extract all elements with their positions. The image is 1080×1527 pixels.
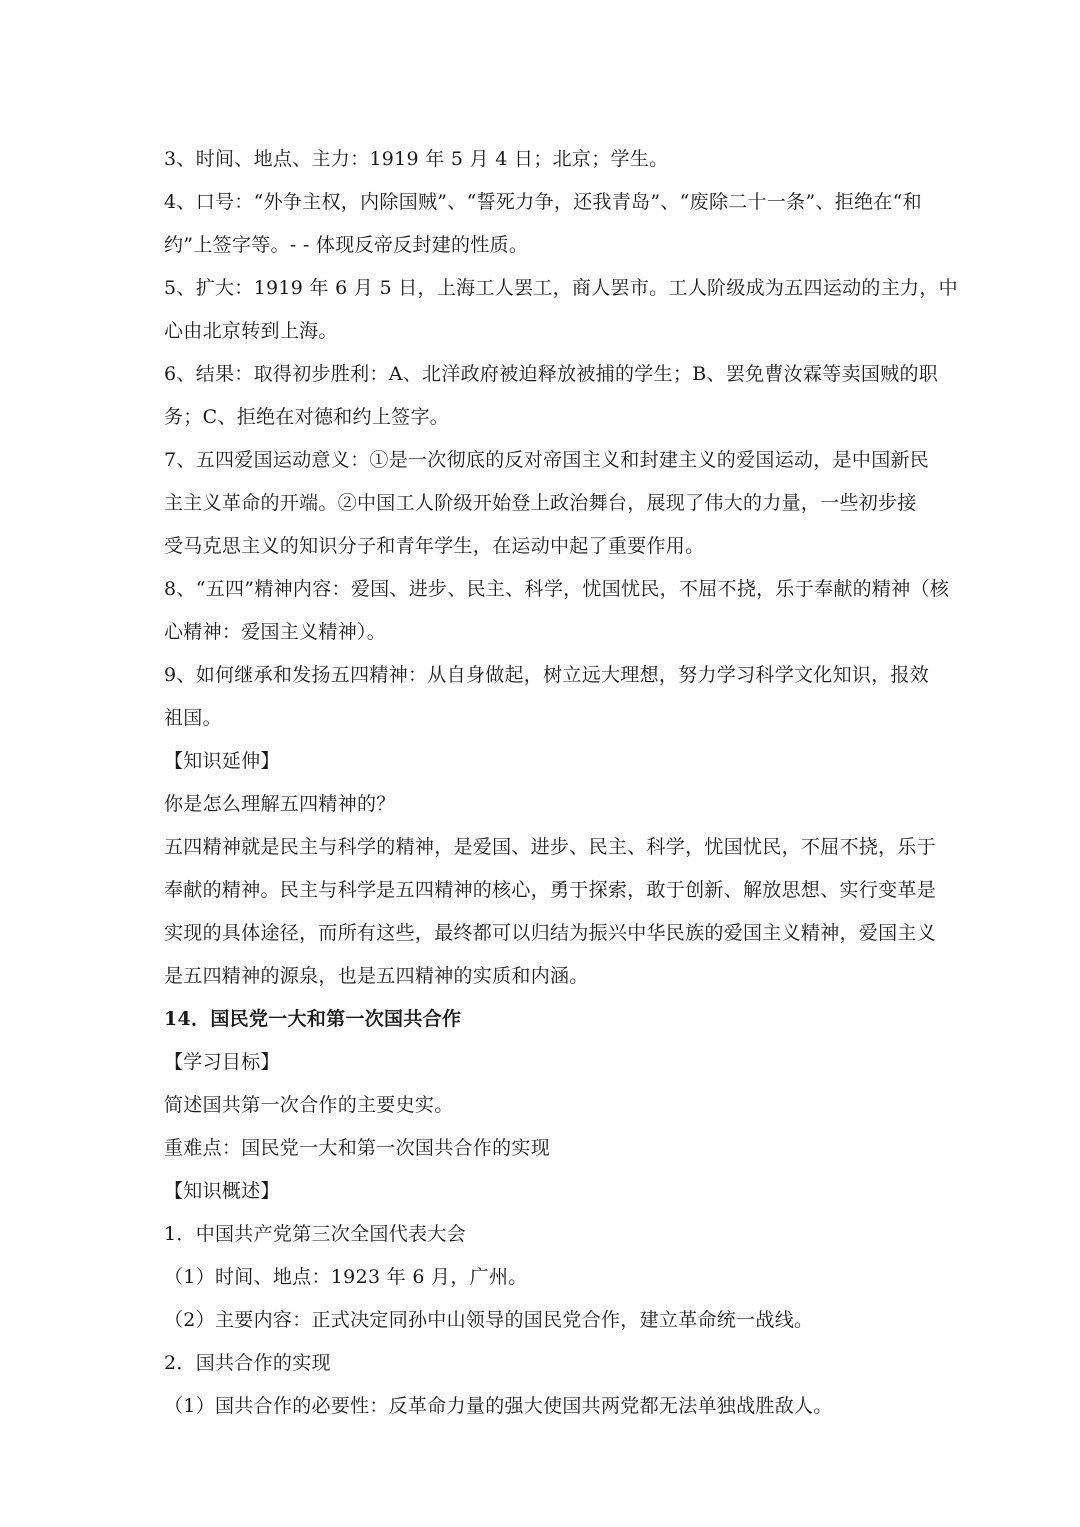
text-line: 6、结果：取得初步胜利：A、北洋政府被迫释放被捕的学生；B、罢免曹汝霖等卖国贼的职 <box>164 363 939 385</box>
text-line: 受马克思主义的知识分子和青年学生，在运动中起了重要作用。 <box>164 535 705 557</box>
text-line: 9、如何继承和发扬五四精神：从自身做起，树立远大理想，努力学习科学文化知识，报效 <box>164 664 930 686</box>
text-line: 务；C、拒绝在对德和约上签字。 <box>164 406 450 428</box>
text-line: 约”上签字等。- - 体现反帝反封建的性质。 <box>164 234 529 256</box>
text-line: 是五四精神的源泉，也是五四精神的实质和内涵。 <box>164 965 589 987</box>
chapter-title: 14．国民党一大和第一次国共合作 <box>164 1008 462 1030</box>
text-line: 1．中国共产党第三次全国代表大会 <box>164 1223 466 1245</box>
text-line: 心由北京转到上海。 <box>164 320 338 342</box>
text-line: 心精神：爱国主义精神）。 <box>164 621 387 643</box>
text-line: 五四精神就是民主与科学的精神，是爱国、进步、民主、科学，忧国忧民，不屈不挠，乐于 <box>164 836 937 858</box>
text-line: （1）时间、地点：1923 年 6 月，广州。 <box>164 1266 528 1288</box>
text-line: 奉献的精神。民主与科学是五四精神的核心，勇于探索，敢于创新、解放思想、实行变革是 <box>164 879 937 901</box>
text-line: 简述国共第一次合作的主要史实。 <box>164 1094 454 1116</box>
text-line: 8、“五四”精神内容：爱国、进步、民主、科学，忧国忧民，不屈不挠，乐于奉献的精神（核 <box>164 578 950 600</box>
text-line: 重难点：国民党一大和第一次国共合作的实现 <box>164 1137 551 1159</box>
text-line: （2）主要内容：正式决定同孙中山领导的国民党合作，建立革命统一战线。 <box>164 1309 814 1331</box>
text-line: 4、口号：“外争主权，内除国贼”、“誓死力争，还我青岛”、“废除二十一条”、拒绝在“和 <box>164 191 922 213</box>
document-page <box>164 138 958 1428</box>
text-line: 3、时间、地点、主力：1919 年 5 月 4 日；北京；学生。 <box>164 148 669 170</box>
text-line: 7、五四爱国运动意义：①是一次彻底的反对帝国主义和封建主义的爱国运动，是中国新民 <box>164 449 930 471</box>
text-line: 2．国共合作的实现 <box>164 1352 331 1374</box>
text-line: 主主义革命的开端。②中国工人阶级开始登上政治舞台，展现了伟大的力量，一些初步接 <box>164 492 917 514</box>
section-heading: 【知识概述】 <box>164 1180 280 1202</box>
text-line: 实现的具体途径，而所有这些，最终都可以归结为振兴中华民族的爱国主义精神，爱国主义 <box>164 922 937 944</box>
section-heading: 【学习目标】 <box>164 1051 280 1073</box>
text-line: 你是怎么理解五四精神的？ <box>164 793 396 815</box>
text-line: 祖国。 <box>164 707 222 729</box>
text-line: 5、扩大：1919 年 6 月 5 日，上海工人罢工，商人罢市。工人阶级成为五四运动的主力，中 <box>164 277 958 299</box>
section-heading: 【知识延伸】 <box>164 750 280 772</box>
text-line: （1）国共合作的必要性：反革命力量的强大使国共两党都无法单独战胜敌人。 <box>164 1395 833 1417</box>
